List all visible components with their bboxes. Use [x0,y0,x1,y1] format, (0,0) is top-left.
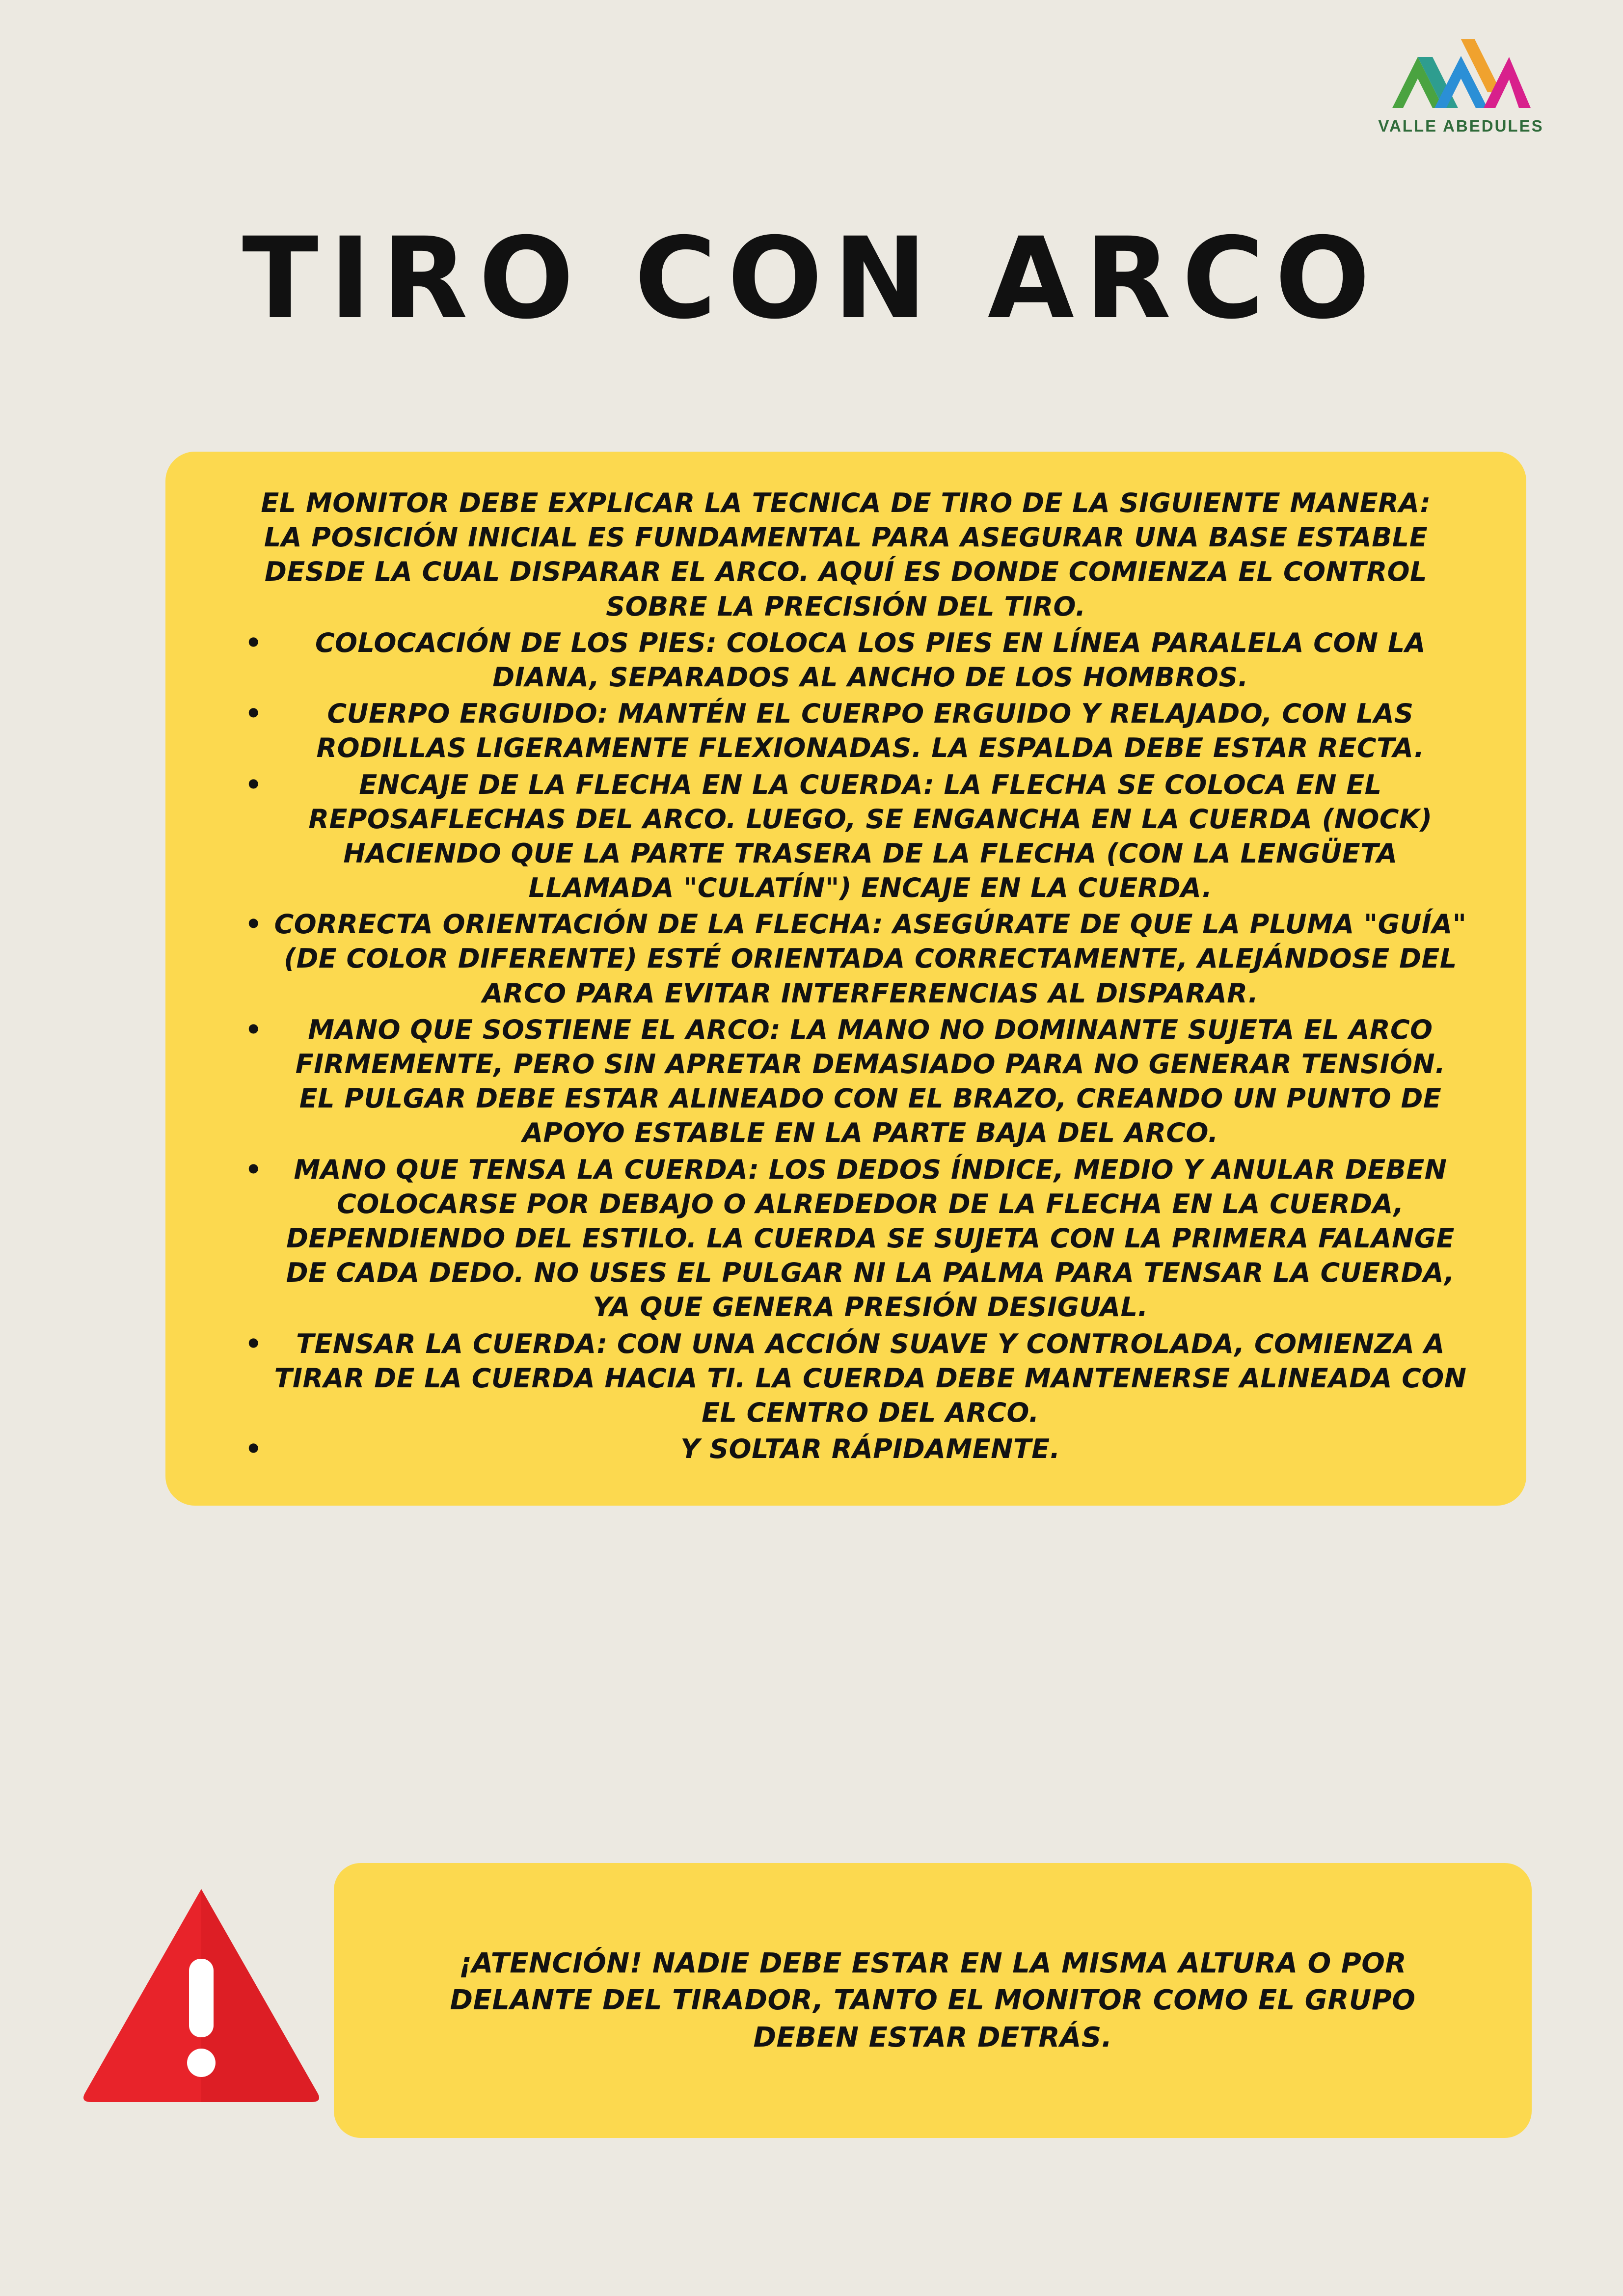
warning-card [334,1863,1532,2138]
instructions-card [165,452,1526,1506]
instructions-list [224,626,1467,1467]
list-item: • CUERPO ERGUIDO: MANTÉN EL CUERPO ERGUIDO Y RELAJADO, CON LAS RODILLAS LIGERAMENTE FLEXIONADAS. LA ESPALDA DEBE ESTAR RECTA. [273,697,1467,765]
list-item: • CORRECTA ORIENTACIÓN DE LA FLECHA: ASEGÚRATE DE QUE LA PLUMA "GUÍA" (DE COLOR DIFERENTE) ESTÉ ORIENTADA CORRECTAMENTE, ALEJÁNDOSE DEL ARCO PARA EVITAR INTERFERENCIAS AL DISPARAR. [273,907,1467,1011]
instructions-lead: LA POSICIÓN INICIAL ES FUNDAMENTAL PARA ASEGURAR UNA BASE ESTABLE DESDE LA CUAL DISPARAR EL ARCO. AQUÍ ES DONDE COMIENZA EL CONTROL SOBRE LA PRECISIÓN DEL TIRO. [264,522,1428,622]
list-item: • Y SOLTAR RÁPIDAMENTE. [273,1432,1467,1466]
list-item: • MANO QUE SOSTIENE EL ARCO: LA MANO NO DOMINANTE SUJETA EL ARCO FIRMEMENTE, PERO SIN APRETAR DEMASIADO PARA NO GENERAR TENSIÓN. EL PULGAR DEBE ESTAR ALINEADO CON EL BRAZO, CREANDO UN PUNTO DE APOYO ESTABLE EN LA PARTE BAJA DEL ARCO. [273,1013,1467,1151]
valle-abedules-logo-icon [1387,34,1535,113]
warning-section [79,1863,1532,2138]
brand-logo [1355,34,1567,135]
page-title: TIRO CON ARCO [242,213,1381,344]
list-item: • MANO QUE TENSA LA CUERDA: LOS DEDOS ÍNDICE, MEDIO Y ANULAR DEBEN COLOCARSE POR DEBAJO O ALREDEDOR DE LA FLECHA EN LA CUERDA, DEPENDIENDO DEL ESTILO. LA CUERDA SE SUJETA CON LA PRIMERA FALANGE DE CADA DEDO. NO USES EL PULGAR NI LA PALMA PARA TENSAR LA CUERDA, YA QUE GENERA PRESIÓN DESIGUAL. [273,1153,1467,1325]
warning-text: ¡ATENCIÓN! NADIE DEBE ESTAR EN LA MISMA ALTURA O POR DELANTE DEL TIRADOR, TANTO EL MONITOR COMO EL GRUPO DEBEN ESTAR DETRÁS. [450,1947,1416,2053]
instructions-intro: EL MONITOR DEBE EXPLICAR LA TECNICA DE TIRO DE LA SIGUIENTE MANERA: [261,487,1431,518]
warning-triangle-icon [79,1880,324,2106]
list-item: • ENCAJE DE LA FLECHA EN LA CUERDA: LA FLECHA SE COLOCA EN EL REPOSAFLECHAS DEL ARCO. LUEGO, SE ENGANCHA EN LA CUERDA (NOCK) HACIENDO QUE LA PARTE TRASERA DE LA FLECHA (CON LA LENGÜETA LLAMADA "CULATÍN") ENCAJE EN LA CUERDA. [273,768,1467,906]
logo-text: VALLE ABEDULES [1378,117,1544,135]
list-item: • COLOCACIÓN DE LOS PIES: COLOCA LOS PIES EN LÍNEA PARALELA CON LA DIANA, SEPARADOS AL ANCHO DE LOS HOMBROS. [273,626,1467,695]
list-item: • TENSAR LA CUERDA: CON UNA ACCIÓN SUAVE Y CONTROLADA, COMIENZA A TIRAR DE LA CUERDA HACIA TI. LA CUERDA DEBE MANTENERSE ALINEADA CON EL CENTRO DEL ARCO. [273,1327,1467,1431]
